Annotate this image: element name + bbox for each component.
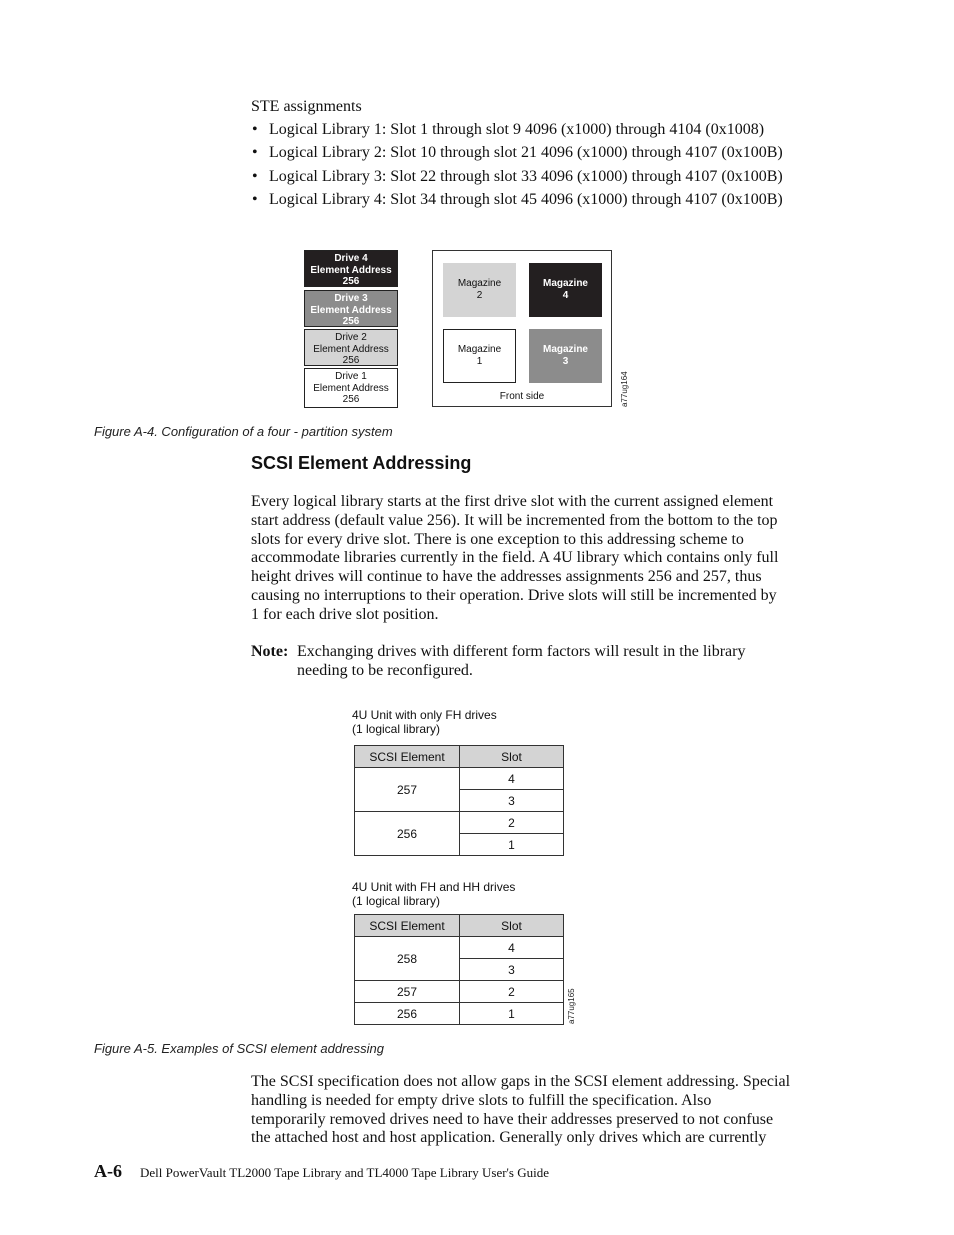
slot-cell: 4 (460, 937, 564, 959)
table-row (355, 768, 564, 790)
body-paragraph: The SCSI specification does not allow gaps in the SCSI element addressing. Special handling is needed for empty drive slots to fulfill the specification. Also temporarily removed drives need to have their addresses preserved to not confuse the attached host and host application. Generally only drives which are currently (251, 1073, 791, 1147)
table-row (355, 981, 564, 1003)
slot-cell: 3 (460, 790, 564, 812)
bullet-item: • Logical Library 1: Slot 1 through slot 9 4096 (x1000) through 4104 (0x1008) (252, 121, 765, 138)
figure-id-label: a77ug164 (620, 371, 629, 407)
column-header: SCSI Element (355, 746, 460, 768)
slot-cell: 2 (460, 981, 564, 1003)
table-title: 4U Unit with FH and HH drives (1 logical library) (352, 880, 516, 908)
element-cell: 258 (355, 937, 460, 981)
table-row (355, 937, 564, 959)
note-label: Note: (251, 643, 289, 660)
table-row (355, 1003, 564, 1025)
bullet-item: • Logical Library 3: Slot 22 through slot 33 4096 (x1000) through 4107 (0x100B) (252, 168, 783, 185)
column-header: SCSI Element (355, 915, 460, 937)
slot-cell: 4 (460, 768, 564, 790)
ste-heading: STE assignments (251, 98, 362, 115)
magazine-2: Magazine 2 (443, 263, 516, 317)
slot-cell: 3 (460, 959, 564, 981)
scsi-element-table (354, 914, 564, 1025)
section-title: SCSI Element Addressing (251, 453, 472, 473)
magazine-3: Magazine 3 (529, 329, 602, 383)
figure-id-label: a77ug165 (567, 988, 576, 1024)
drive-3-box: Drive 3 Element Address 256 (304, 290, 398, 327)
bullet-item: • Logical Library 2: Slot 10 through slot 21 4096 (x1000) through 4107 (0x100B) (252, 144, 783, 161)
slot-cell: 1 (460, 834, 564, 856)
slot-cell: 1 (460, 1003, 564, 1025)
magazine-1: Magazine 1 (443, 329, 516, 383)
magazine-4: Magazine 4 (529, 263, 602, 317)
element-cell: 257 (355, 768, 460, 812)
bullet-item: • Logical Library 4: Slot 34 through slot 45 4096 (x1000) through 4107 (0x100B) (252, 191, 783, 208)
element-cell: 257 (355, 981, 460, 1003)
scsi-element-table (354, 745, 564, 856)
column-header: Slot (460, 746, 564, 768)
figure-caption: Figure A-4. Configuration of a four - partition system (94, 424, 393, 439)
column-header: Slot (460, 915, 564, 937)
note-text: Exchanging drives with different form factors will result in the library needing to be reconfigured. (297, 643, 746, 679)
drive-1-box: Drive 1 Element Address 256 (304, 368, 398, 408)
body-paragraph: Every logical library starts at the first drive slot with the current assigned element start address (default value 256). It will be incremented from the bottom to the top slots for every drive slot. There is one exception to this addressing scheme to accommodate libraries currently in the field. A 4U library which contains only full height drives will continue to have the addresses assignments 256 and 257, thus causing no interruptions to their operation. Drive slots will still be incremented by 1 for each drive slot position. (251, 493, 779, 623)
front-side-label: Front side (499, 391, 545, 402)
footer-title: Dell PowerVault TL2000 Tape Library and TL4000 Tape Library User's Guide (140, 1165, 549, 1180)
drive-4-box: Drive 4 Element Address 256 (304, 250, 398, 287)
page-number: A-6 (94, 1161, 122, 1181)
figure-caption: Figure A-5. Examples of SCSI element addressing (94, 1041, 384, 1056)
drive-2-box: Drive 2 Element Address 256 (304, 329, 398, 366)
element-cell: 256 (355, 812, 460, 856)
table-title: 4U Unit with only FH drives (1 logical library) (352, 708, 497, 736)
table-row (355, 812, 564, 834)
element-cell: 256 (355, 1003, 460, 1025)
slot-cell: 2 (460, 812, 564, 834)
